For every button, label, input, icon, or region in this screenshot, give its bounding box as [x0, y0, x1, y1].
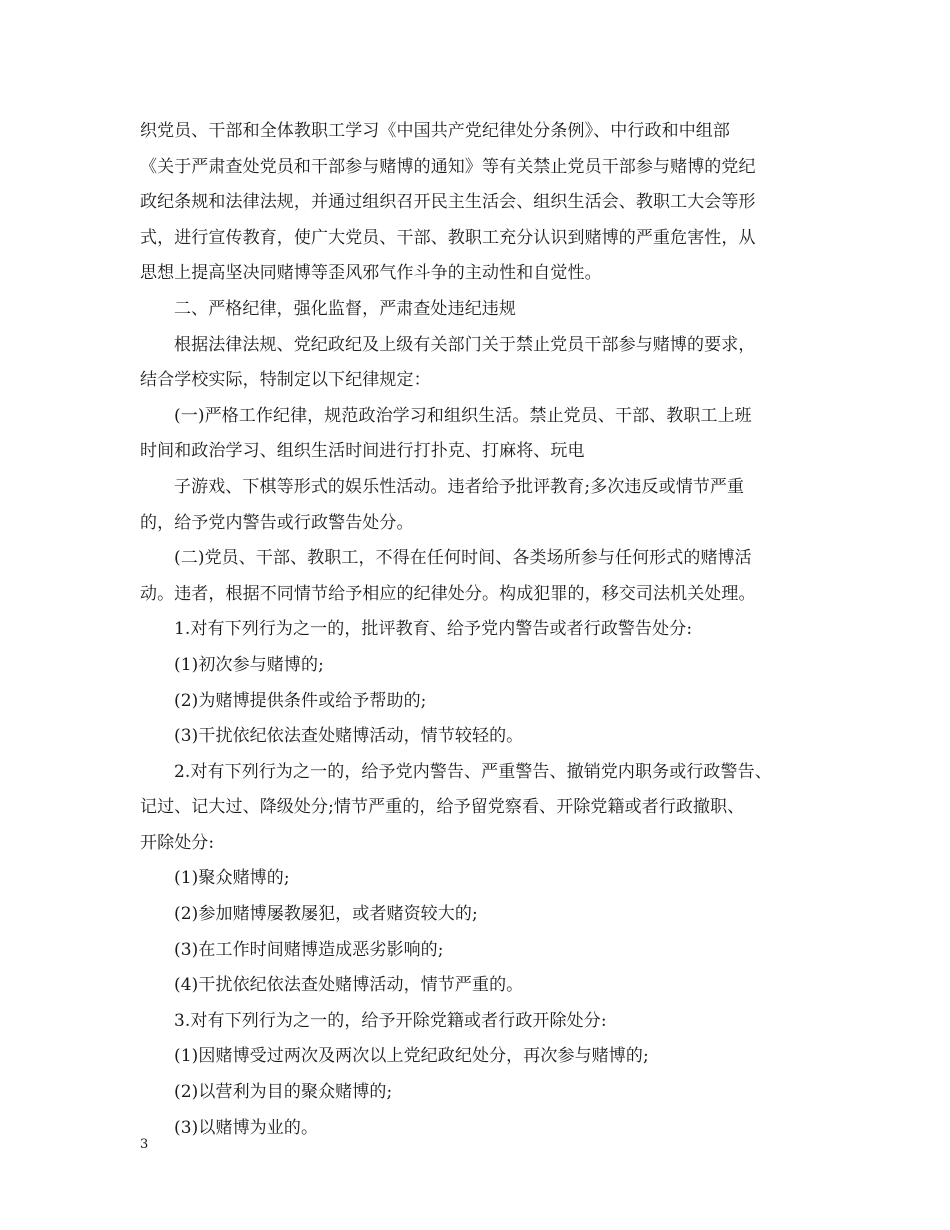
text-line: 子游戏、下棋等形式的娱乐性活动。违者给予批评教育;多次违反或情节严重 — [174, 476, 745, 497]
text-line: (1)聚众赌博的; — [174, 868, 290, 889]
text-line: 政纪条规和法律法规，并通过组织召开民主生活会、组织生活会、教职工大会等形 — [140, 192, 756, 213]
text-line: 式，进行宣传教育，使广大党员、干部、教职工充分认识到赌博的严重危害性，从 — [140, 227, 756, 248]
text-line: (3)在工作时间赌博造成恶劣影响的; — [174, 939, 444, 960]
text-line: 动。违者，根据不同情节给予相应的纪律处分。构成犯罪的，移交司法机关处理。 — [140, 583, 756, 604]
text-line: 3.对有下列行为之一的，给予开除党籍或者行政开除处分: — [174, 1010, 607, 1031]
text-line: 二、严格纪律，强化监督，严肃查处违纪违规 — [174, 298, 516, 319]
text-line: (3)以赌博为业的。 — [174, 1117, 319, 1138]
text-line: (2)参加赌博屡教屡犯，或者赌资较大的; — [174, 904, 478, 925]
text-line: (1)因赌博受过两次及两次以上党纪政纪处分，再次参与赌博的; — [174, 1046, 649, 1067]
text-line: 开除处分: — [140, 832, 215, 853]
document-body — [140, 114, 820, 1146]
text-line: 织党员、干部和全体教职工学习《中国共产党纪律处分条例》、中行政和中组部 — [140, 121, 730, 141]
text-line: (4)干扰依纪依法查处赌博活动，情节严重的。 — [174, 975, 524, 996]
text-line: 时间和政治学习、组织生活时间进行打扑克、打麻将、玩电 — [140, 441, 585, 462]
text-line: 1.对有下列行为之一的，批评教育、给予党内警告或者行政警告处分: — [174, 619, 693, 640]
text-line: (3)干扰依纪依法查处赌博活动，情节较轻的。 — [174, 726, 524, 747]
text-line: 结合学校实际，特制定以下纪律规定： — [140, 370, 431, 391]
text-line: 记过、记大过、降级处分;情节严重的，给予留党察看、开除党籍或者行政撤职、 — [140, 797, 745, 818]
text-line: (2)为赌博提供条件或给予帮助的; — [174, 690, 427, 711]
text-line: 思想上提高坚决同赌博等歪风邪气作斗争的主动性和自觉性。 — [140, 263, 602, 284]
text-line: (二)党员、干部、教职工，不得在任何时间、各类场所参与任何形式的赌博活 — [174, 548, 752, 569]
page-number: 3 — [140, 1137, 149, 1152]
text-line: 《关于严肃查处党员和干部参与赌博的通知》等有关禁止党员干部参与赌博的党纪 — [140, 156, 756, 177]
text-line: 2.对有下列行为之一的，给予党内警告、严重警告、撤销党内职务或行政警告、 — [174, 761, 772, 782]
text-line: (2)以营利为目的聚众赌博的; — [174, 1082, 393, 1103]
text-line: (一)严格工作纪律，规范政治学习和组织生活。禁止党员、干部、教职工上班 — [174, 405, 752, 426]
text-line: (1)初次参与赌博的; — [174, 654, 324, 675]
text-line: 根据法律法规、党纪政纪及上级有关部门关于禁止党员干部参与赌博的要求， — [174, 334, 756, 355]
text-line: 的，给予党内警告或行政警告处分。 — [140, 512, 414, 533]
